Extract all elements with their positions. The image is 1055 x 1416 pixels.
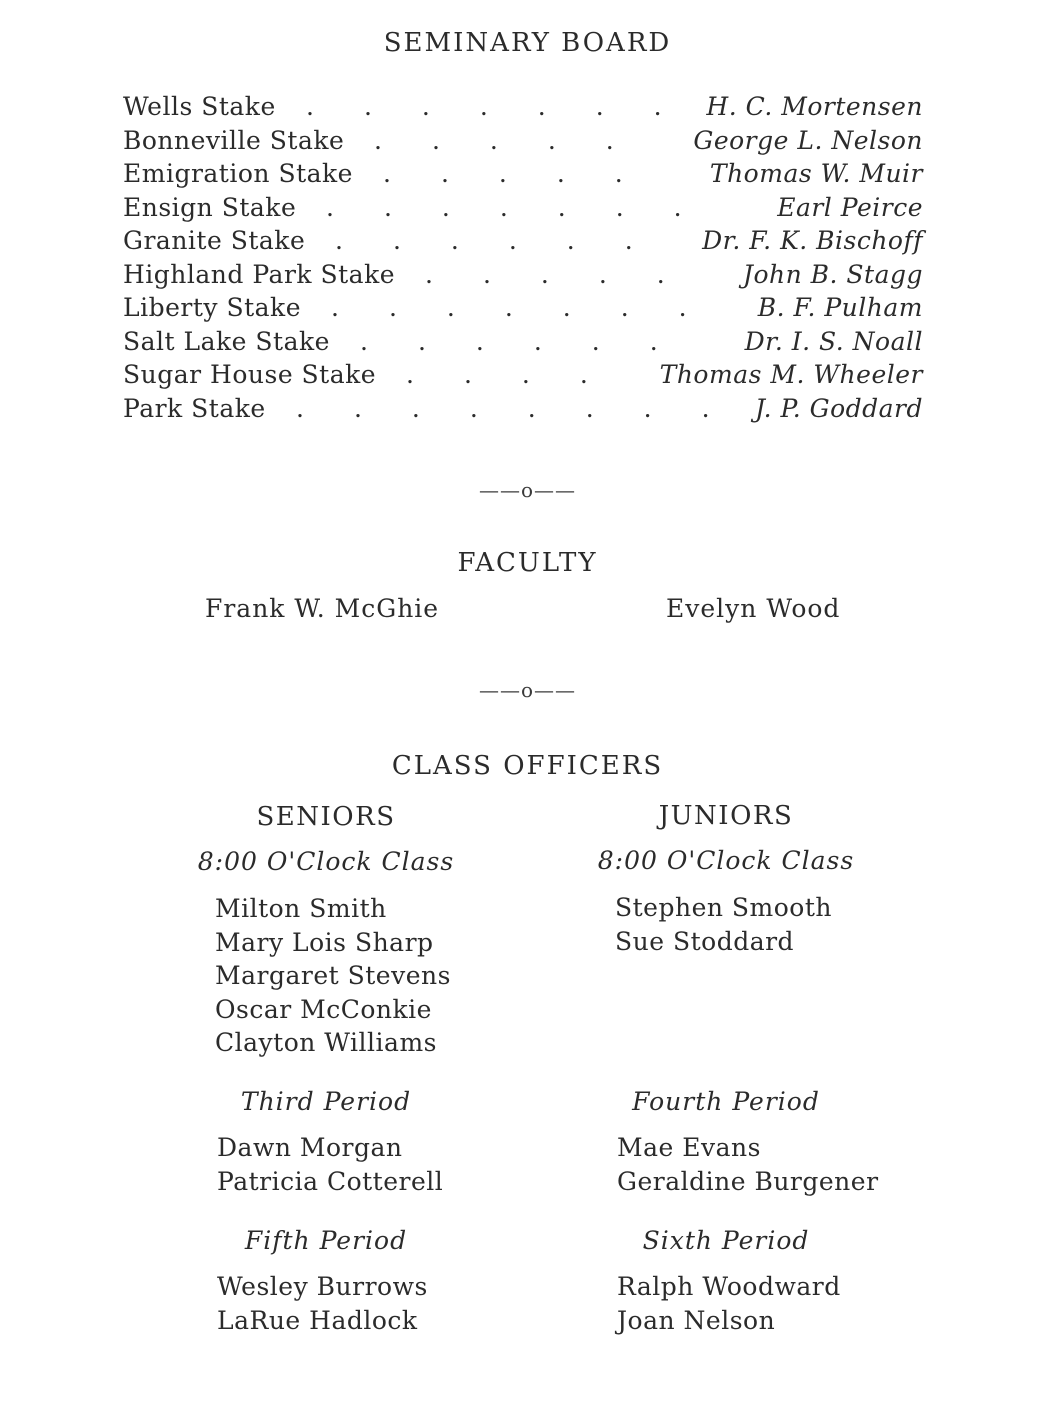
faculty-title: FACULTY (457, 548, 598, 578)
stake-name: Granite Stake (123, 226, 306, 255)
officer-name: Oscar McConkie (215, 994, 432, 1024)
officer-name: Milton Smith (215, 894, 387, 923)
section-divider: ——o—— (478, 478, 577, 502)
dot-leader: . . . . . (374, 125, 614, 155)
officer-name: Clayton Williams (215, 1028, 437, 1057)
board-member-name: B. F. Pulham (757, 293, 923, 322)
board-member-name: John B. Stagg (742, 259, 923, 289)
board-row (123, 191, 923, 225)
stake-name: Ensign Stake (123, 192, 297, 222)
board-row (123, 291, 923, 325)
officer-name: Joan Nelson (617, 1305, 776, 1335)
seniors-period-label: 8:00 O'Clock Class (197, 847, 455, 876)
seniors-period-label: Fifth Period (244, 1226, 408, 1255)
juniors-heading: JUNIORS (658, 801, 794, 831)
dot-leader: . . . . . . . (331, 293, 687, 322)
board-member-name: J. P. Goddard (754, 393, 923, 423)
stake-name: Wells Stake (123, 92, 276, 121)
board-member-name: Thomas W. Muir (709, 159, 923, 188)
board-row (123, 258, 923, 292)
dot-leader: . . . . . . . . (296, 393, 710, 423)
board-row (123, 358, 923, 392)
officer-name: Margaret Stevens (215, 961, 451, 990)
dot-leader: . . . . . (383, 159, 623, 188)
board-member-name: Earl Peirce (777, 192, 923, 222)
stake-name: Liberty Stake (123, 293, 301, 322)
officer-name: Mary Lois Sharp (215, 927, 434, 957)
juniors-officer-list (615, 891, 832, 958)
stake-name: Emigration Stake (123, 159, 353, 188)
juniors-officer-list (617, 1131, 879, 1198)
dot-leader: . . . . . . (360, 326, 658, 356)
board-row (123, 157, 923, 191)
board-row (123, 392, 923, 426)
board-member-name: Dr. F. K. Bischoff (702, 226, 923, 255)
stake-name: Sugar House Stake (123, 360, 377, 389)
board-member-name: Thomas M. Wheeler (659, 360, 923, 389)
stake-name: Highland Park Stake (123, 259, 396, 289)
faculty-member: Evelyn Wood (666, 594, 841, 623)
board-row (123, 224, 923, 258)
stake-name: Park Stake (123, 393, 266, 423)
officer-name: Sue Stoddard (615, 926, 795, 956)
dot-leader: . . . . . (425, 259, 665, 289)
board-row (123, 90, 923, 124)
officer-name: Wesley Burrows (217, 1272, 428, 1301)
board-member-name: Dr. I. S. Noall (744, 326, 923, 356)
dot-leader: . . . . (406, 360, 588, 389)
seniors-heading: SENIORS (256, 802, 396, 832)
officer-name: LaRue Hadlock (217, 1305, 418, 1335)
seminary-board-title: SEMINARY BOARD (383, 28, 672, 58)
officer-name: Dawn Morgan (217, 1133, 403, 1162)
juniors-period-label: 8:00 O'Clock Class (597, 846, 855, 875)
board-row (123, 124, 923, 158)
juniors-period-label: Sixth Period (642, 1226, 810, 1255)
dot-leader: . . . . . . . (326, 192, 682, 222)
seniors-period-label: Third Period (240, 1087, 412, 1116)
stake-name: Bonneville Stake (123, 125, 345, 155)
seniors-officer-list (215, 892, 451, 1060)
dot-leader: . . . . . . . (306, 92, 662, 121)
board-row (123, 325, 923, 359)
officer-name: Mae Evans (617, 1133, 761, 1162)
section-divider: ——o—— (478, 678, 577, 702)
juniors-officer-list (617, 1270, 841, 1337)
seniors-officer-list (217, 1131, 443, 1198)
seniors-officer-list (217, 1270, 428, 1337)
officer-name: Patricia Cotterell (217, 1166, 444, 1196)
officer-name: Ralph Woodward (617, 1272, 841, 1301)
board-member-name: H. C. Mortensen (706, 92, 923, 121)
faculty-member: Frank W. McGhie (205, 594, 440, 623)
board-member-name: George L. Nelson (693, 125, 923, 155)
stake-name: Salt Lake Stake (123, 326, 330, 356)
officer-name: Geraldine Burgener (617, 1166, 879, 1196)
class-officers-title: CLASS OFFICERS (391, 751, 664, 781)
juniors-period-label: Fourth Period (632, 1087, 820, 1116)
officer-name: Stephen Smooth (615, 893, 832, 922)
dot-leader: . . . . . . (335, 226, 633, 255)
